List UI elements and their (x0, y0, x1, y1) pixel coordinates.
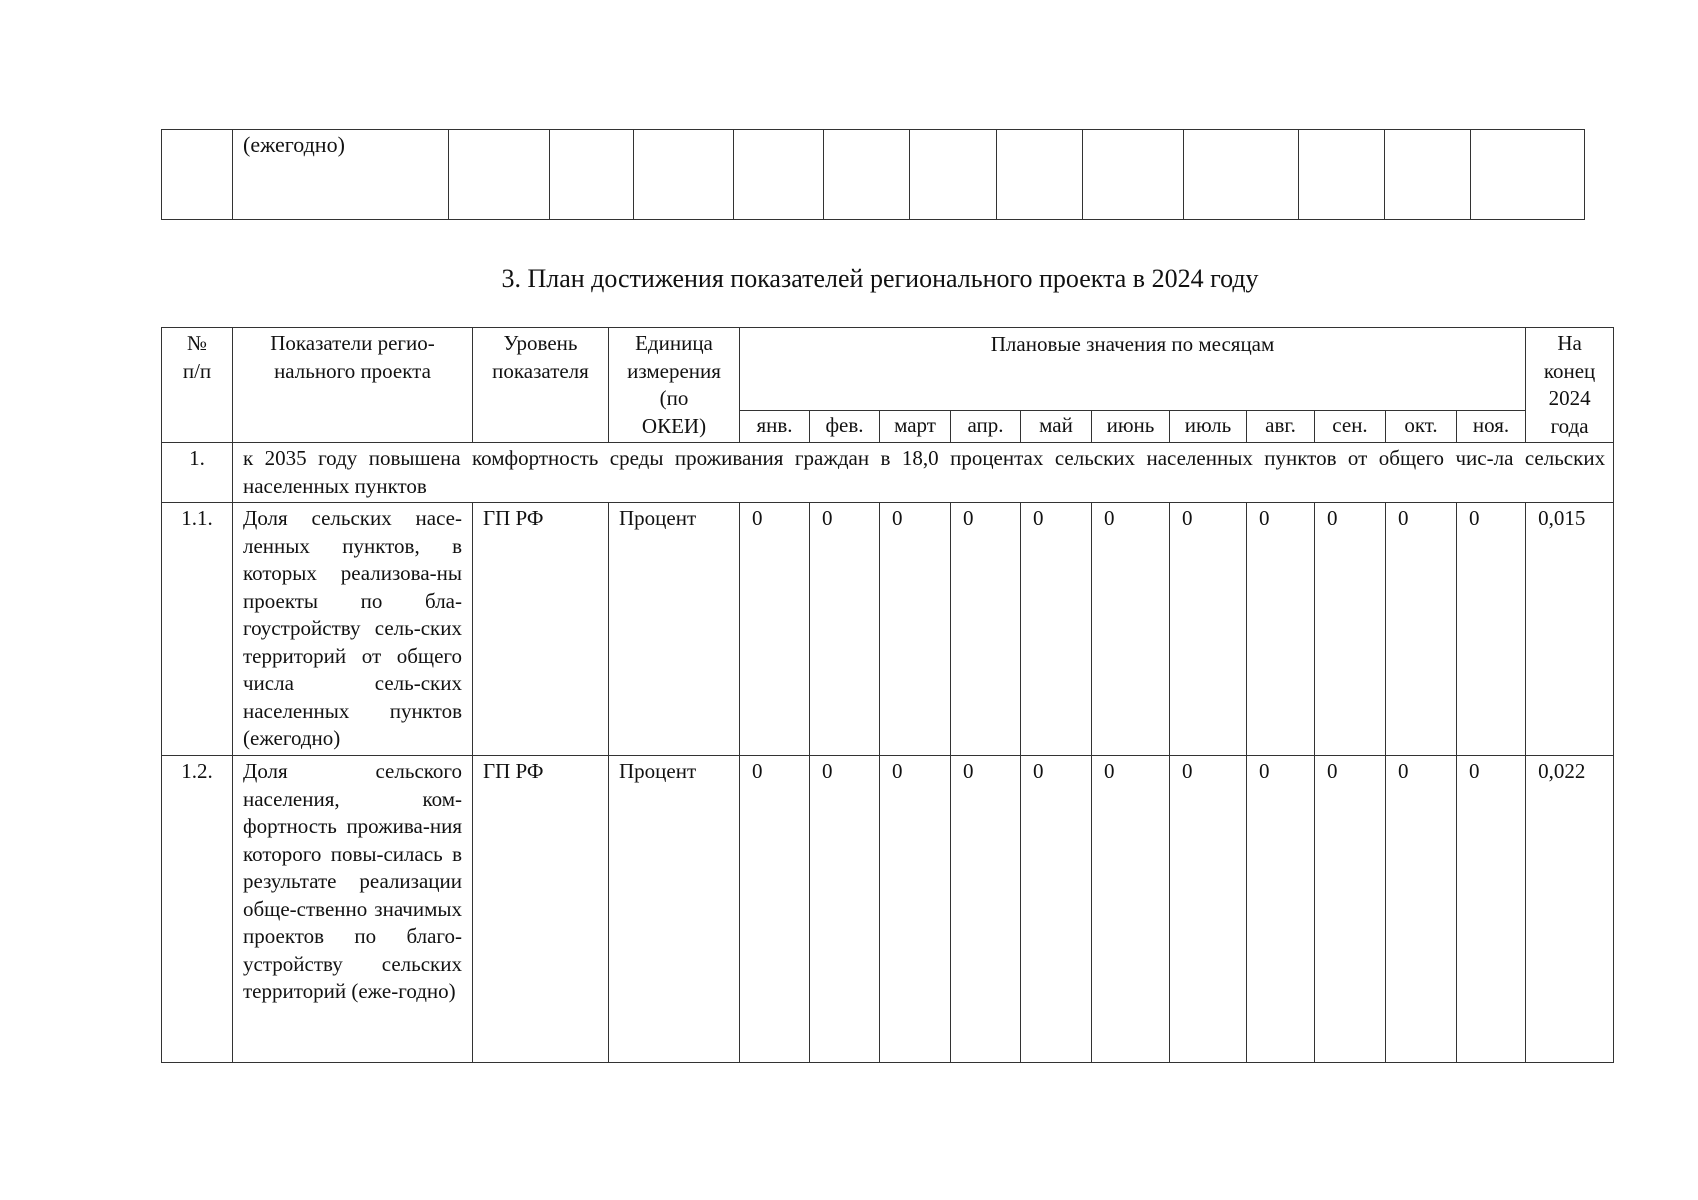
table-row (162, 756, 1614, 1063)
row-month-value: 0 (1021, 756, 1092, 1063)
header-level: Уровень показателя (473, 328, 609, 443)
row-month-value: 0 (810, 756, 880, 1063)
row-month-value: 0 (1386, 503, 1457, 756)
prev-num-cell (162, 130, 233, 220)
header-month: июль (1170, 411, 1247, 443)
prev-cell (1083, 130, 1184, 220)
header-month: ноя. (1457, 411, 1526, 443)
header-year-end: На конец 2024 года (1526, 328, 1614, 443)
prev-cell (634, 130, 734, 220)
row-month-value: 0 (1247, 756, 1315, 1063)
row-month-value: 0 (1247, 503, 1315, 756)
prev-cell (1471, 130, 1585, 220)
header-month: март (880, 411, 951, 443)
goal-row (162, 443, 1614, 503)
header-month: янв. (740, 411, 810, 443)
header-unit: Единица измерения (по ОКЕИ) (609, 328, 740, 443)
row-month-value: 0 (810, 503, 880, 756)
goal-num: 1. (162, 443, 233, 503)
prev-cell (1184, 130, 1299, 220)
row-month-value: 0 (740, 503, 810, 756)
row-indicator: Доля сельских насе-ленных пунктов, в которых реализова-ны проекты по бла-гоустройству сель-ских территорий от общего числа сель-ских населенных пунктов (ежегодно) (233, 503, 473, 756)
prev-name-cell: (ежегодно) (233, 130, 449, 220)
header-month: сен. (1315, 411, 1386, 443)
prev-cell (1299, 130, 1385, 220)
prev-cell (824, 130, 910, 220)
previous-table-row (162, 130, 1585, 220)
row-month-value: 0 (1457, 756, 1526, 1063)
row-month-value: 0 (951, 503, 1021, 756)
row-month-value: 0 (951, 756, 1021, 1063)
header-num: № п/п (162, 328, 233, 443)
header-month: авг. (1247, 411, 1315, 443)
header-month: апр. (951, 411, 1021, 443)
row-num: 1.1. (162, 503, 233, 756)
prev-cell (449, 130, 550, 220)
row-level: ГП РФ (473, 503, 609, 756)
row-year-end-value: 0,022 (1526, 756, 1614, 1063)
plan-table (161, 327, 1614, 1063)
row-month-value: 0 (740, 756, 810, 1063)
row-month-value: 0 (880, 756, 951, 1063)
header-months-group: Плановые значения по месяцам (740, 328, 1526, 411)
prev-cell (1385, 130, 1471, 220)
row-num: 1.2. (162, 756, 233, 1063)
row-month-value: 0 (1170, 756, 1247, 1063)
row-year-end-value: 0,015 (1526, 503, 1614, 756)
row-month-value: 0 (880, 503, 951, 756)
table-row (162, 503, 1614, 756)
row-unit: Процент (609, 503, 740, 756)
header-row (162, 328, 1614, 411)
row-unit: Процент (609, 756, 740, 1063)
section-title: 3. План достижения показателей регионального проекта в 2024 году (501, 264, 1259, 293)
header-indicator: Показатели регио- нального проекта (233, 328, 473, 443)
row-level: ГП РФ (473, 756, 609, 1063)
prev-cell (997, 130, 1083, 220)
header-month: июнь (1092, 411, 1170, 443)
row-month-value: 0 (1092, 503, 1170, 756)
header-month: май (1021, 411, 1092, 443)
header-month: фев. (810, 411, 880, 443)
row-month-value: 0 (1315, 503, 1386, 756)
goal-text: к 2035 году повышена комфортность среды проживания граждан в 18,0 процентах сельских населенных пунктов от общего чис-ла сельских населенных пунктов (233, 443, 1614, 503)
prev-cell (910, 130, 997, 220)
row-month-value: 0 (1092, 756, 1170, 1063)
row-month-value: 0 (1170, 503, 1247, 756)
row-indicator: Доля сельского населения, ком-фортность прожива-ния которого повы-силась в результате реализации обще-ственно значимых проектов по благо-устройству сельских территорий (еже-годно) (233, 756, 473, 1063)
row-month-value: 0 (1386, 756, 1457, 1063)
previous-table-fragment (161, 129, 1585, 220)
row-month-value: 0 (1457, 503, 1526, 756)
prev-cell (550, 130, 634, 220)
row-month-value: 0 (1021, 503, 1092, 756)
prev-cell (734, 130, 824, 220)
header-month: окт. (1386, 411, 1457, 443)
row-month-value: 0 (1315, 756, 1386, 1063)
